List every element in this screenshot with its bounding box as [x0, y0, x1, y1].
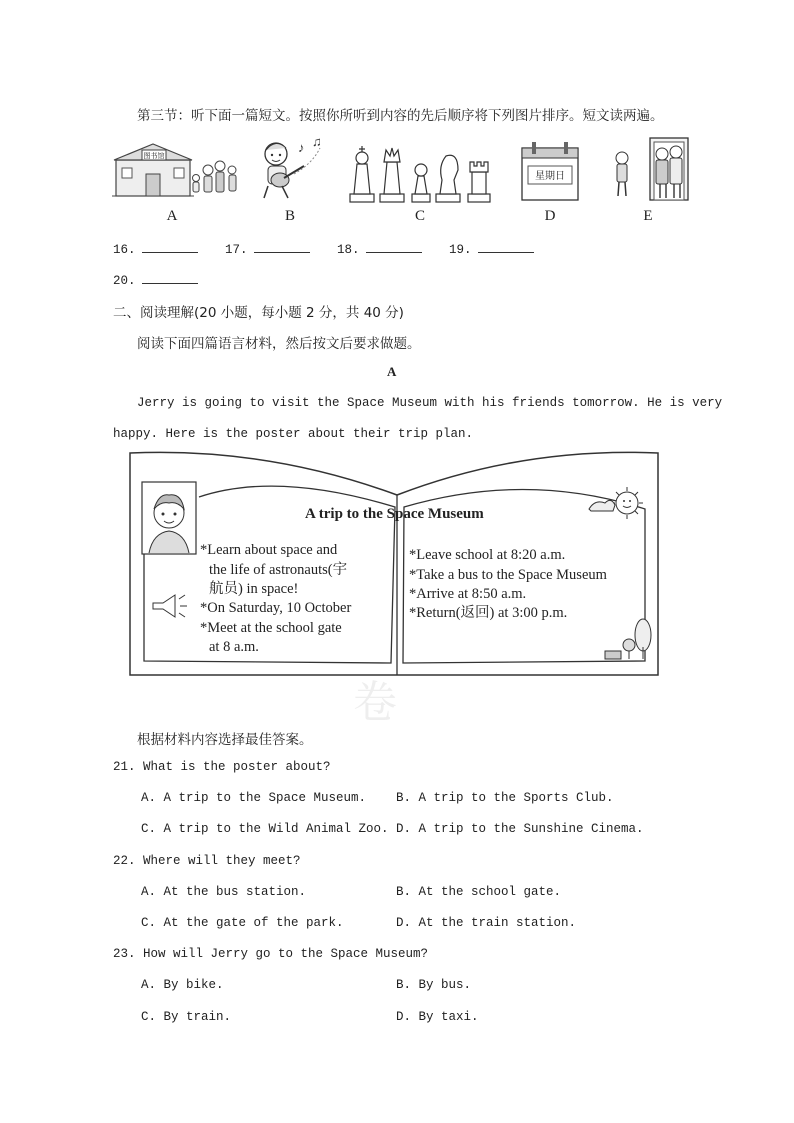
avatar	[141, 481, 197, 555]
open-book-outline	[127, 449, 662, 731]
option-23-d[interactable]: D. By taxi.	[396, 1010, 479, 1024]
smiling-sun-icon	[587, 479, 647, 523]
blank-number-17: 17.	[225, 243, 248, 257]
option-22-d[interactable]: D. At the train station.	[396, 916, 577, 930]
calendar-sign: 星期日	[535, 171, 565, 182]
option-22-c[interactable]: C. At the gate of the park.	[141, 916, 344, 930]
poster-right-line: *Leave school at 8:20 a.m.	[409, 547, 566, 563]
poster	[127, 449, 662, 731]
answer-blank-19[interactable]	[449, 240, 534, 257]
svg-text:♫: ♫	[312, 134, 322, 149]
section3-instruction: 第三节：听下面一篇短文。按照你所听到内容的先后顺序将下列图片排序。短文读两遍。	[137, 108, 664, 124]
option-22-a[interactable]: A. At the bus station.	[141, 885, 307, 899]
picture-b	[258, 134, 328, 202]
passage-intro-line2: happy. Here is the poster about their trip plan.	[113, 427, 474, 441]
answer-blank-17[interactable]	[225, 240, 310, 257]
answer-blank-20[interactable]	[113, 271, 198, 288]
task-instruction: 根据材料内容选择最佳答案。	[137, 732, 313, 748]
option-23-a[interactable]: A. By bike.	[141, 978, 224, 992]
family-at-door-icon	[608, 136, 690, 204]
blank-number-18: 18.	[337, 243, 360, 257]
option-21-c[interactable]: C. A trip to the Wild Animal Zoo.	[141, 822, 389, 836]
picture-e-label: E	[643, 208, 653, 224]
option-21-a[interactable]: A. A trip to the Space Museum.	[141, 791, 367, 805]
poster-right-line: *Arrive at 8:50 a.m.	[409, 586, 527, 602]
picture-c	[346, 142, 496, 204]
poster-left-line: *On Saturday, 10 October	[200, 600, 352, 616]
question-22: 22. Where will they meet?	[113, 854, 301, 868]
boy-playing-guitar-icon	[258, 134, 328, 202]
svg-text:♪: ♪	[298, 140, 305, 155]
blank-line	[478, 240, 534, 253]
picture-d	[518, 138, 582, 204]
option-23-c[interactable]: C. By train.	[141, 1010, 232, 1024]
blank-line	[142, 240, 198, 253]
picture-a-label: A	[166, 208, 178, 224]
library-building-icon	[112, 136, 242, 202]
blank-number-20: 20.	[113, 274, 136, 288]
calendar-icon	[518, 138, 582, 204]
passage-intro-line1: Jerry is going to visit the Space Museum with his friends tomorrow. He is very	[137, 396, 723, 410]
poster-left-line: *Meet at the school gate	[200, 620, 342, 636]
poster-right-line: *Return(返回) at 3:00 p.m.	[409, 605, 568, 621]
option-23-b[interactable]: B. By bus.	[396, 978, 472, 992]
picture-e	[608, 136, 690, 204]
poster-title: A trip to the Space Museum	[305, 506, 484, 522]
picture-c-label: C	[414, 208, 425, 224]
option-22-b[interactable]: B. At the school gate.	[396, 885, 562, 899]
poster-left-line: 航员) in space!	[209, 581, 299, 597]
trees-icon	[601, 617, 657, 661]
blank-line	[254, 240, 310, 253]
poster-left-line: the life of astronauts(宇	[209, 562, 348, 578]
part2-instruction: 阅读下面四篇语言材料，然后按文后要求做题。	[137, 336, 421, 352]
option-21-b[interactable]: B. A trip to the Sports Club.	[396, 791, 614, 805]
option-21-d[interactable]: D. A trip to the Sunshine Cinema.	[396, 822, 644, 836]
answer-blank-18[interactable]	[337, 240, 422, 257]
blank-line	[142, 271, 198, 284]
poster-right-line: *Take a bus to the Space Museum	[409, 567, 607, 583]
chess-pieces-icon	[346, 142, 496, 204]
boy-face-icon	[141, 481, 197, 555]
question-21: 21. What is the poster about?	[113, 760, 331, 774]
question-23: 23. How will Jerry go to the Space Museum?	[113, 947, 429, 961]
megaphone-icon	[149, 591, 189, 621]
part2-heading: 二、阅读理解(20 小题，每小题 2 分，共 40 分)	[113, 305, 404, 321]
picture-d-label: D	[544, 208, 556, 224]
library-sign: 图书馆	[143, 152, 165, 160]
blank-line	[366, 240, 422, 253]
picture-a	[112, 136, 242, 202]
poster-left-line: *Learn about space and	[200, 542, 338, 558]
picture-b-label: B	[284, 208, 295, 224]
answer-blank-16[interactable]	[113, 240, 198, 257]
passage-letter: A	[387, 364, 397, 379]
blank-number-19: 19.	[449, 243, 472, 257]
poster-left-line: at 8 a.m.	[209, 639, 259, 655]
svg-text:卷: 卷	[353, 677, 397, 728]
blank-number-16: 16.	[113, 243, 136, 257]
